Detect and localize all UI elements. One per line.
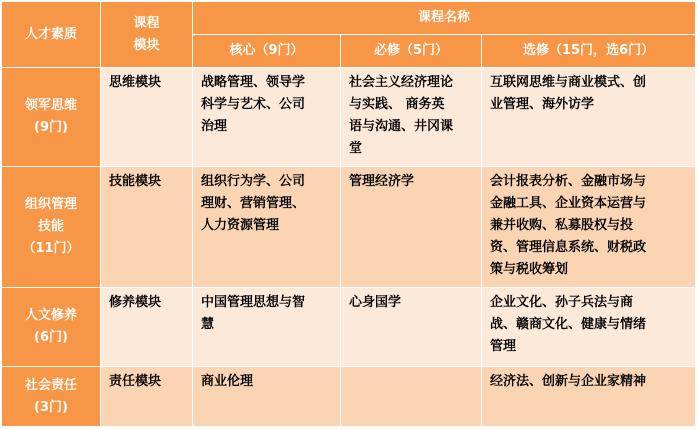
header-required: 必修（5门） (341, 35, 482, 68)
table-row (2, 367, 696, 427)
row-core: 商业伦理 (193, 367, 341, 427)
row-quality: 社会责任 (3门) (2, 367, 101, 427)
row-module: 责任模块 (101, 367, 193, 427)
curriculum-table (1, 1, 696, 427)
header-row-1 (2, 2, 696, 35)
header-core: 核心（9门） (193, 35, 341, 68)
row-required: 管理经济学 (341, 167, 482, 288)
row-core: 中国管理思想与智 慧 (193, 288, 341, 367)
header-course-module: 课程 模块 (101, 2, 193, 68)
row-module: 技能模块 (101, 167, 193, 288)
row-quality: 组织管理 技能 （11门） (2, 167, 101, 288)
row-module: 修养模块 (101, 288, 193, 367)
row-quality: 人文修养 (6门) (2, 288, 101, 367)
row-quality: 领军思维 (9门) (2, 68, 101, 167)
table-row (2, 68, 696, 167)
table-row (2, 167, 696, 288)
row-elective: 互联网思维与商业模式、创 业管理、海外访学 (482, 68, 696, 167)
table-row (2, 288, 696, 367)
header-course-name: 课程名称 (193, 2, 696, 35)
row-elective: 经济法、创新与企业家精神 (482, 367, 696, 427)
row-elective: 会计报表分析、金融市场与 金融工具、企业资本运营与 兼并收购、私募股权与投 资、管理信息系统、财税政 策与税收筹划 (482, 167, 696, 288)
row-required: 心身国学 (341, 288, 482, 367)
row-required (341, 367, 482, 427)
row-required: 社会主义经济理论 与实践、 商务英 语与沟通、井冈课 堂 (341, 68, 482, 167)
row-elective: 企业文化、孙子兵法与商 战、赣商文化、健康与情绪 管理 (482, 288, 696, 367)
row-core: 组织行为学、公司 理财、营销管理、 人力资源管理 (193, 167, 341, 288)
row-module: 思维模块 (101, 68, 193, 167)
header-elective: 选修（15门，选6门） (482, 35, 696, 68)
header-talent-quality: 人才素质 (2, 2, 101, 68)
row-core: 战略管理、领导学 科学与艺术、公司 治理 (193, 68, 341, 167)
